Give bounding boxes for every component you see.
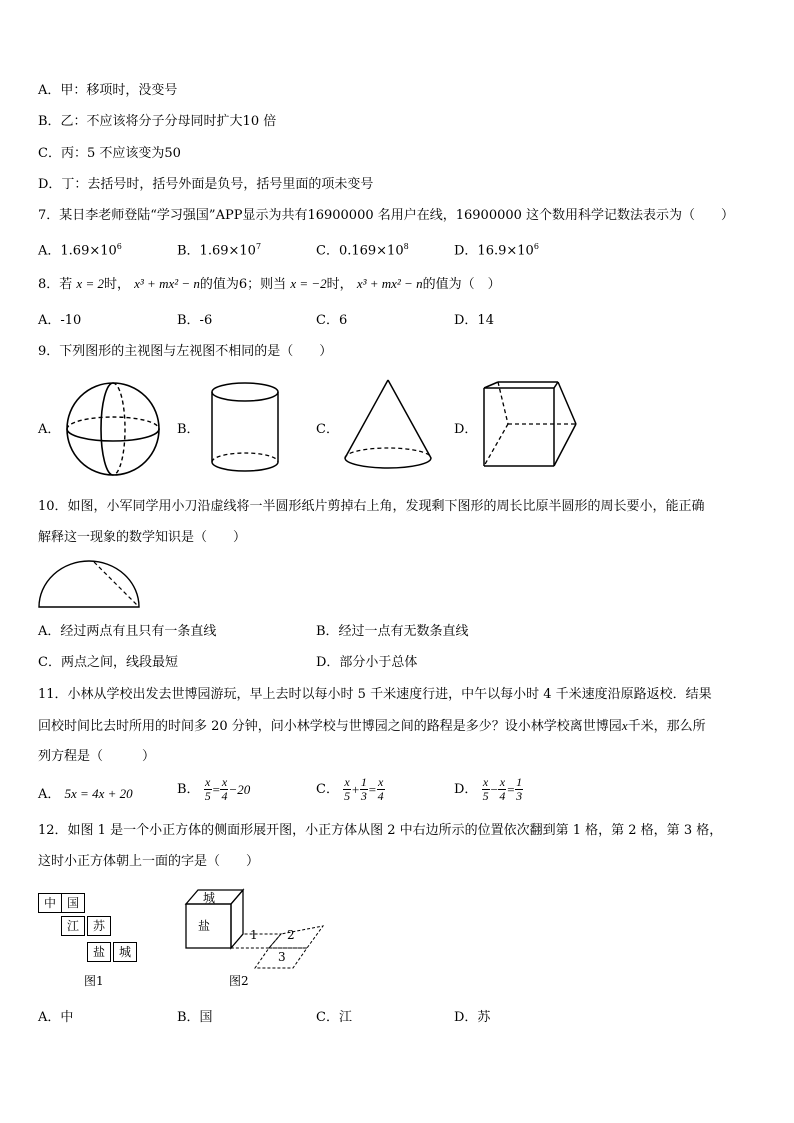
figure-1-caption: 图1 (84, 974, 104, 988)
net-cell-1: 中 (38, 893, 62, 913)
cell-1-label: 1 (250, 928, 258, 942)
cylinder-figure (208, 380, 282, 476)
q11-stem-line1: 11．小林从学校出发去世博园游玩，早上去时以每小时 5 千米速度行进，中午以每小时 4 千米速度沿原路返校．结果 (38, 687, 712, 702)
q10-option-c: C．两点之间，线段最短 (38, 655, 178, 670)
q7-option-d: D．$16.9\times 10^6$ (454, 242, 539, 259)
net-cell-6: 城 (113, 942, 137, 962)
q7-option-c: C．$0.169\times 10^8$ (316, 242, 409, 259)
net-cell-3: 江 (61, 916, 85, 936)
q8-option-a: A．-10 (38, 313, 82, 328)
q8-option-d: D．14 (454, 313, 494, 328)
q12-option-c: C．江 (316, 1010, 352, 1025)
q12-option-a: A．中 (38, 1010, 74, 1025)
q10-stem-line2: 解释这一现象的数学知识是（ ） (38, 530, 247, 545)
figure-2-caption: 图2 (229, 974, 249, 988)
prism-figure (480, 378, 580, 470)
net-cell-5: 盐 (87, 942, 111, 962)
cell-2-label: 2 (287, 928, 295, 942)
q10-option-b: B．经过一点有无数条直线 (316, 624, 469, 639)
q8-option-b: B．-6 (177, 313, 213, 328)
net-cell-4: 苏 (87, 916, 111, 936)
q8-option-c: C．6 (316, 313, 348, 328)
cell-3-label: 3 (278, 950, 286, 964)
cube-front-face: 盐 (198, 919, 211, 933)
q12-stem-line2: 这时小正方体朝上一面的字是（ ） (38, 854, 260, 869)
cube-top-face: 城 (203, 891, 216, 905)
q12-option-d: D．苏 (454, 1010, 491, 1025)
q9-option-b-label: B． (177, 422, 200, 437)
q10-stem-line1: 10．如图，小军同学用小刀沿虚线将一半圆形纸片剪掉右上角，发现剩下图形的周长比原半圆形的周长要小，能正确 (38, 499, 705, 514)
q7-option-b: B．$1.69\times 10^7$ (177, 242, 262, 259)
q7-stem: 7．某日李老师登陆“学习强国”APP显示为共有16900000 名用户在线，16900000 这个数用科学记数法表示为（ ） (38, 208, 735, 223)
q9-option-c-label: C． (316, 422, 339, 437)
q6-option-b: B．乙：不应该将分子分母同时扩大10 倍 (38, 114, 277, 129)
q11-stem-line3: 列方程是（ ） (38, 749, 156, 764)
q6-option-c: C．丙：5 不应该变为50 (38, 146, 181, 161)
q9-stem: 9．下列图形的主视图与左视图不相同的是（ ） (38, 344, 333, 359)
q12-option-b: B．国 (177, 1010, 213, 1025)
net-cell-2: 国 (61, 893, 85, 913)
q9-option-a-label: A． (38, 422, 61, 437)
q11-stem-line2: 回校时间比去时所用的时间多 20 分钟，问小林学校与世博园之间的路程是多少？设小林学校离世博园x千米，那么所 (38, 718, 706, 734)
q11-option-a: A． 5x = 4x + 20 (38, 786, 133, 802)
semicircle-figure (36, 558, 142, 610)
q8-stem: 8．若 x = 2时， x³ + mx² − n的值为6；则当 x = −2时， x³ + mx² − n的值为（ ） (38, 276, 501, 292)
sphere-figure (64, 380, 162, 478)
q11-option-d: D． $\frac{x}{5}$ − $\frac{x}{4}$ = $\frac{1}{3}$ (454, 775, 523, 803)
cone-figure (342, 378, 434, 472)
q11-option-b: B． $\frac{x}{5}$ = $\frac{x}{4}$ −20 (177, 775, 251, 803)
q6-option-a: A．甲：移项时，没变号 (38, 83, 178, 98)
q7-option-a: A．$1.69\times 10^6$ (38, 242, 122, 259)
q12-stem-line1: 12．如图 1 是一个小正方体的侧面形展开图，小正方体从图 2 中右边所示的位置依次翻到第 1 格，第 2 格，第 3 格， (38, 823, 723, 838)
q10-option-d: D．部分小于总体 (316, 655, 418, 670)
q10-option-a: A．经过两点有且只有一条直线 (38, 624, 217, 639)
q11-option-c: C． $\frac{x}{5}$ + $\frac{1}{3}$ = $\frac{x}{4}$ (316, 775, 384, 803)
q9-option-d-label: D． (454, 422, 478, 437)
q6-option-d: D．丁：去括号时，括号外面是负号，括号里面的项未变号 (38, 177, 374, 192)
